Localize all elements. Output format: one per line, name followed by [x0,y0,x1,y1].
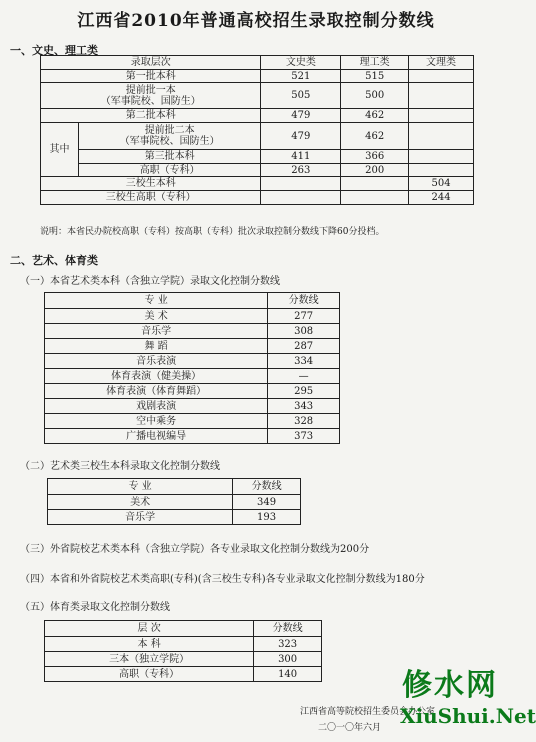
wenshi-cell: 521 [261,70,341,83]
section2-heading: 二、艺术、体育类 [10,254,98,267]
table-row [45,354,340,369]
header-ligong: 理工类 [341,56,409,70]
watermark-cn: 修水网 [402,668,498,703]
watermark-en: XiuShui.Net [400,704,536,728]
score-cell: 140 [254,667,322,682]
wenli-cell [409,109,474,123]
table-row [45,384,340,399]
header-level: 录取层次 [41,56,261,70]
table-row [45,309,340,324]
ligong-cell: 462 [341,109,409,123]
ligong-cell [341,191,409,205]
level-cell: 高职（专科） [78,164,261,177]
ligong-cell: 200 [341,164,409,177]
table-row [45,369,340,384]
sub2-heading: （二）艺术类三校生本科录取文化控制分数线 [20,461,220,472]
wenli-cell [409,164,474,177]
table-row [45,339,340,354]
table-row [45,667,322,682]
major-cell: 美术 [48,495,233,510]
sanxiao-table [47,478,301,525]
table-row [45,414,340,429]
section1-heading: 一、文史、理工类 [10,44,98,57]
table-header-row [41,56,474,70]
score-cell: 334 [268,354,340,369]
sports-table [44,620,322,682]
wenshi-cell [261,191,341,205]
header-level: 层 次 [45,621,254,637]
wenshi-cell: 479 [261,109,341,123]
level-cell: 三校生高职（专科） [41,191,261,205]
section1-table [40,55,474,205]
table-row [48,495,301,510]
sub1-heading: （一）本省艺术类本科（含独立学院）录取文化控制分数线 [20,276,280,287]
table-header-row [45,293,340,309]
score-cell: 328 [268,414,340,429]
ligong-cell: 366 [341,150,409,164]
wenli-cell: 244 [409,191,474,205]
table-row [41,109,474,123]
table-header-row [48,479,301,495]
wenli-cell: 504 [409,177,474,191]
signature-date: 二〇一〇年六月 [318,723,382,733]
header-score: 分数线 [254,621,322,637]
wenli-cell [409,70,474,83]
score-cell: 277 [268,309,340,324]
header-wenli: 文理类 [409,56,474,70]
score-cell: 343 [268,399,340,414]
table-row [45,399,340,414]
table-row [41,177,474,191]
score-cell: 308 [268,324,340,339]
header-wenshi: 文史类 [261,56,341,70]
major-cell: 音乐表演 [45,354,268,369]
level-cell: 提前批二本 （军事院校、国防生） [78,123,261,150]
table-row [41,123,474,150]
header-score: 分数线 [268,293,340,309]
wenshi-cell: 505 [261,83,341,109]
score-cell: — [268,369,340,384]
major-cell: 体育表演（体育舞蹈） [45,384,268,399]
wenshi-cell [261,177,341,191]
major-cell: 音乐学 [45,324,268,339]
qizhong-cell: 其中 [41,123,79,177]
table-row [41,164,474,177]
table-header-row [45,621,322,637]
page-title: 江西省2010年普通高校招生录取控制分数线 [77,11,435,31]
level-cell: 三校生本科 [41,177,261,191]
header-major: 专 业 [45,293,268,309]
level-cell: 第一批本科 [41,70,261,83]
major-cell: 广播电视编导 [45,429,268,444]
table-row [48,510,301,525]
wenli-cell [409,123,474,150]
score-cell: 193 [233,510,301,525]
table-row [41,83,474,109]
table-row [41,150,474,164]
score-cell: 287 [268,339,340,354]
wenli-cell [409,83,474,109]
section1-note: 说明：本省民办院校高职（专科）按高职（专科）批次录取控制分数线下降60分投档。 [40,227,385,237]
major-cell: 美 术 [45,309,268,324]
table-row [41,191,474,205]
level-cell: 第三批本科 [78,150,261,164]
score-cell: 349 [233,495,301,510]
wenshi-cell: 411 [261,150,341,164]
table-row [45,637,322,652]
major-cell: 音乐学 [48,510,233,525]
sub5-heading: （五）体育类录取文化控制分数线 [20,602,170,613]
table-row [45,652,322,667]
major-cell: 空中乘务 [45,414,268,429]
ligong-cell [341,177,409,191]
wenshi-cell: 263 [261,164,341,177]
table-row [45,324,340,339]
major-cell: 舞 蹈 [45,339,268,354]
header-major: 专 业 [48,479,233,495]
sub3-text: （三）外省院校艺术类本科（含独立学院）各专业录取文化控制分数线为200分 [20,544,370,555]
major-cell: 体育表演（健美操） [45,369,268,384]
ligong-cell: 515 [341,70,409,83]
major-cell: 戏剧表演 [45,399,268,414]
ligong-cell: 462 [341,123,409,150]
level-cell: 提前批一本 （军事院校、国防生） [41,83,261,109]
art-table [44,292,340,444]
score-cell: 300 [254,652,322,667]
level-cell: 三本（独立学院） [45,652,254,667]
wenli-cell [409,150,474,164]
level-cell: 本 科 [45,637,254,652]
wenshi-cell: 479 [261,123,341,150]
ligong-cell: 500 [341,83,409,109]
score-cell: 295 [268,384,340,399]
header-score: 分数线 [233,479,301,495]
sub4-text: （四）本省和外省院校艺术类高职(专科)(含三校生专科)各专业录取文化控制分数线为180分 [20,574,425,585]
table-row [45,429,340,444]
level-cell: 第二批本科 [41,109,261,123]
signature-org: 江西省高等院校招生委员会办公室 [300,707,436,717]
score-cell: 373 [268,429,340,444]
level-cell: 高职（专科） [45,667,254,682]
score-cell: 323 [254,637,322,652]
table-row [41,70,474,83]
